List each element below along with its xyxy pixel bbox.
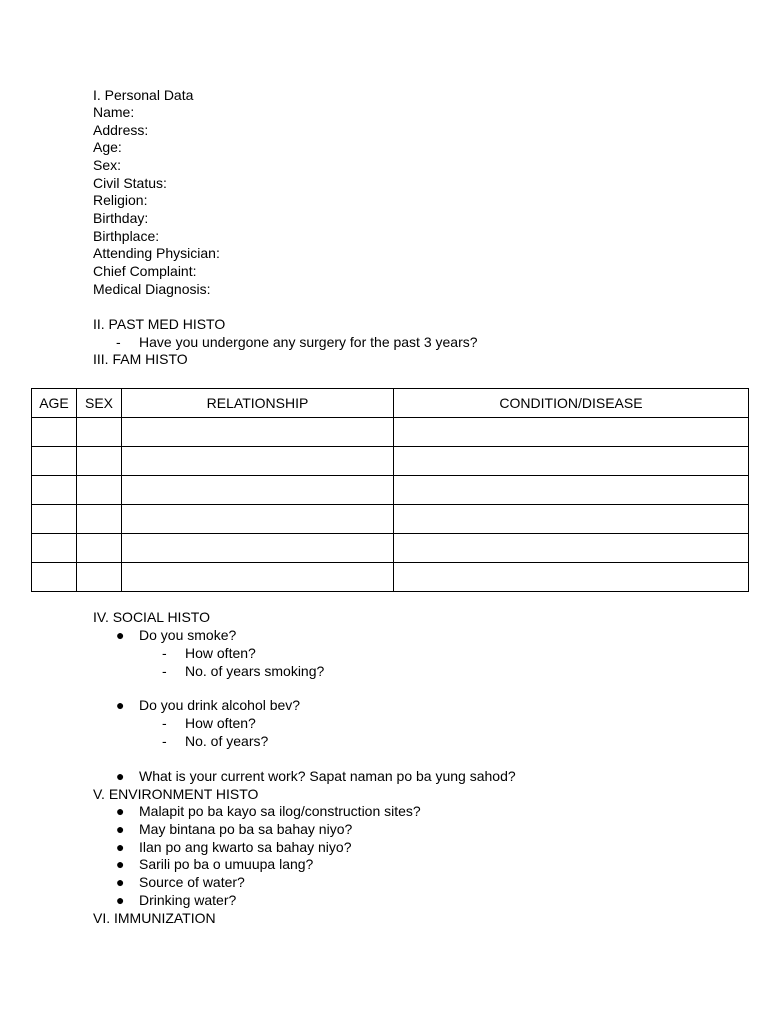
table-cell[interactable] (122, 505, 394, 534)
bullet-marker: ● (116, 874, 125, 890)
bullet-marker: ● (116, 768, 125, 784)
bullet-marker: ● (116, 892, 125, 908)
table-header-row (32, 389, 749, 418)
table-cell[interactable] (77, 447, 122, 476)
dash-marker: - (116, 334, 121, 350)
env-water-source-question: Source of water? (139, 874, 245, 890)
env-rooms-question: Ilan po ang kwarto sa bahay niyo? (139, 839, 352, 855)
table-cell[interactable] (122, 563, 394, 592)
field-sex: Sex: (93, 157, 122, 173)
drink-years: No. of years? (185, 733, 269, 749)
drink-how-often: How often? (185, 715, 256, 731)
field-medical-diagnosis: Medical Diagnosis: (93, 281, 211, 297)
table-cell[interactable] (394, 418, 749, 447)
table-row (32, 534, 749, 563)
table-cell[interactable] (394, 476, 749, 505)
smoke-question-item (116, 627, 236, 644)
table-cell[interactable] (122, 534, 394, 563)
smoke-sub-item (162, 663, 324, 680)
table-cell[interactable] (394, 447, 749, 476)
section-fam-heading: III. FAM HISTO (93, 351, 188, 367)
table-cell[interactable] (77, 534, 122, 563)
table-cell[interactable] (77, 563, 122, 592)
environment-item (116, 892, 236, 909)
section-immunization-heading: VI. IMMUNIZATION (93, 910, 216, 926)
smoke-years: No. of years smoking? (185, 663, 325, 679)
env-river-question: Malapit po ba kayo sa ilog/construction sites? (139, 803, 421, 819)
environment-item (116, 839, 351, 856)
smoke-how-often: How often? (185, 645, 256, 661)
table-cell[interactable] (122, 418, 394, 447)
dash-marker: - (162, 645, 167, 661)
bullet-marker: ● (116, 627, 125, 643)
environment-item (116, 856, 313, 873)
table-row (32, 476, 749, 505)
table-row (32, 505, 749, 534)
table-cell[interactable] (77, 418, 122, 447)
field-birthplace: Birthplace: (93, 228, 160, 244)
table-row (32, 563, 749, 592)
section-environment-heading: V. ENVIRONMENT HISTO (93, 786, 259, 802)
table-cell[interactable] (122, 447, 394, 476)
drink-question-item (116, 697, 300, 714)
bullet-marker: ● (116, 803, 125, 819)
env-window-question: May bintana po ba sa bahay niyo? (139, 821, 353, 837)
section-social-heading: IV. SOCIAL HISTO (93, 609, 210, 625)
col-sex: SEX (77, 389, 122, 418)
dash-marker: - (162, 663, 167, 679)
smoke-sub-item (162, 645, 256, 662)
field-attending-physician: Attending Physician: (93, 245, 220, 261)
environment-item (116, 803, 421, 820)
table-cell[interactable] (32, 534, 77, 563)
smoke-question: Do you smoke? (139, 627, 237, 643)
environment-item (116, 821, 352, 838)
past-med-item (116, 334, 478, 351)
table-cell[interactable] (122, 476, 394, 505)
env-ownership-question: Sarili po ba o umuupa lang? (139, 856, 314, 872)
dash-marker: - (162, 715, 167, 731)
col-age: AGE (32, 389, 77, 418)
bullet-marker: ● (116, 856, 125, 872)
table-cell[interactable] (77, 505, 122, 534)
field-chief-complaint: Chief Complaint: (93, 263, 197, 279)
field-address: Address: (93, 122, 149, 138)
table-cell[interactable] (32, 505, 77, 534)
table-cell[interactable] (77, 476, 122, 505)
surgery-question: Have you undergone any surgery for the past 3 years? (139, 334, 478, 350)
section-personal-heading: I. Personal Data (93, 87, 194, 103)
field-civil-status: Civil Status: (93, 175, 167, 191)
dash-marker: - (162, 733, 167, 749)
col-relationship: RELATIONSHIP (122, 389, 394, 418)
bullet-marker: ● (116, 839, 125, 855)
field-birthday: Birthday: (93, 210, 149, 226)
table-cell[interactable] (394, 563, 749, 592)
field-religion: Religion: (93, 192, 148, 208)
table-cell[interactable] (32, 447, 77, 476)
table-cell[interactable] (32, 563, 77, 592)
field-name: Name: (93, 104, 135, 120)
drink-question: Do you drink alcohol bev? (139, 697, 301, 713)
environment-item (116, 874, 245, 891)
drink-sub-item (162, 715, 256, 732)
bullet-marker: ● (116, 821, 125, 837)
field-age: Age: (93, 139, 122, 155)
table-cell[interactable] (394, 534, 749, 563)
table-row (32, 447, 749, 476)
family-history-table (31, 388, 749, 592)
work-question-item (116, 768, 516, 785)
table-cell[interactable] (32, 418, 77, 447)
table-row (32, 418, 749, 447)
bullet-marker: ● (116, 697, 125, 713)
section-past-med-heading: II. PAST MED HISTO (93, 316, 226, 332)
work-question: What is your current work? Sapat naman po ba yung sahod? (139, 768, 516, 784)
col-condition: CONDITION/DISEASE (394, 389, 749, 418)
table-cell[interactable] (32, 476, 77, 505)
env-drinking-water-question: Drinking water? (139, 892, 237, 908)
drink-sub-item (162, 733, 268, 750)
table-cell[interactable] (394, 505, 749, 534)
